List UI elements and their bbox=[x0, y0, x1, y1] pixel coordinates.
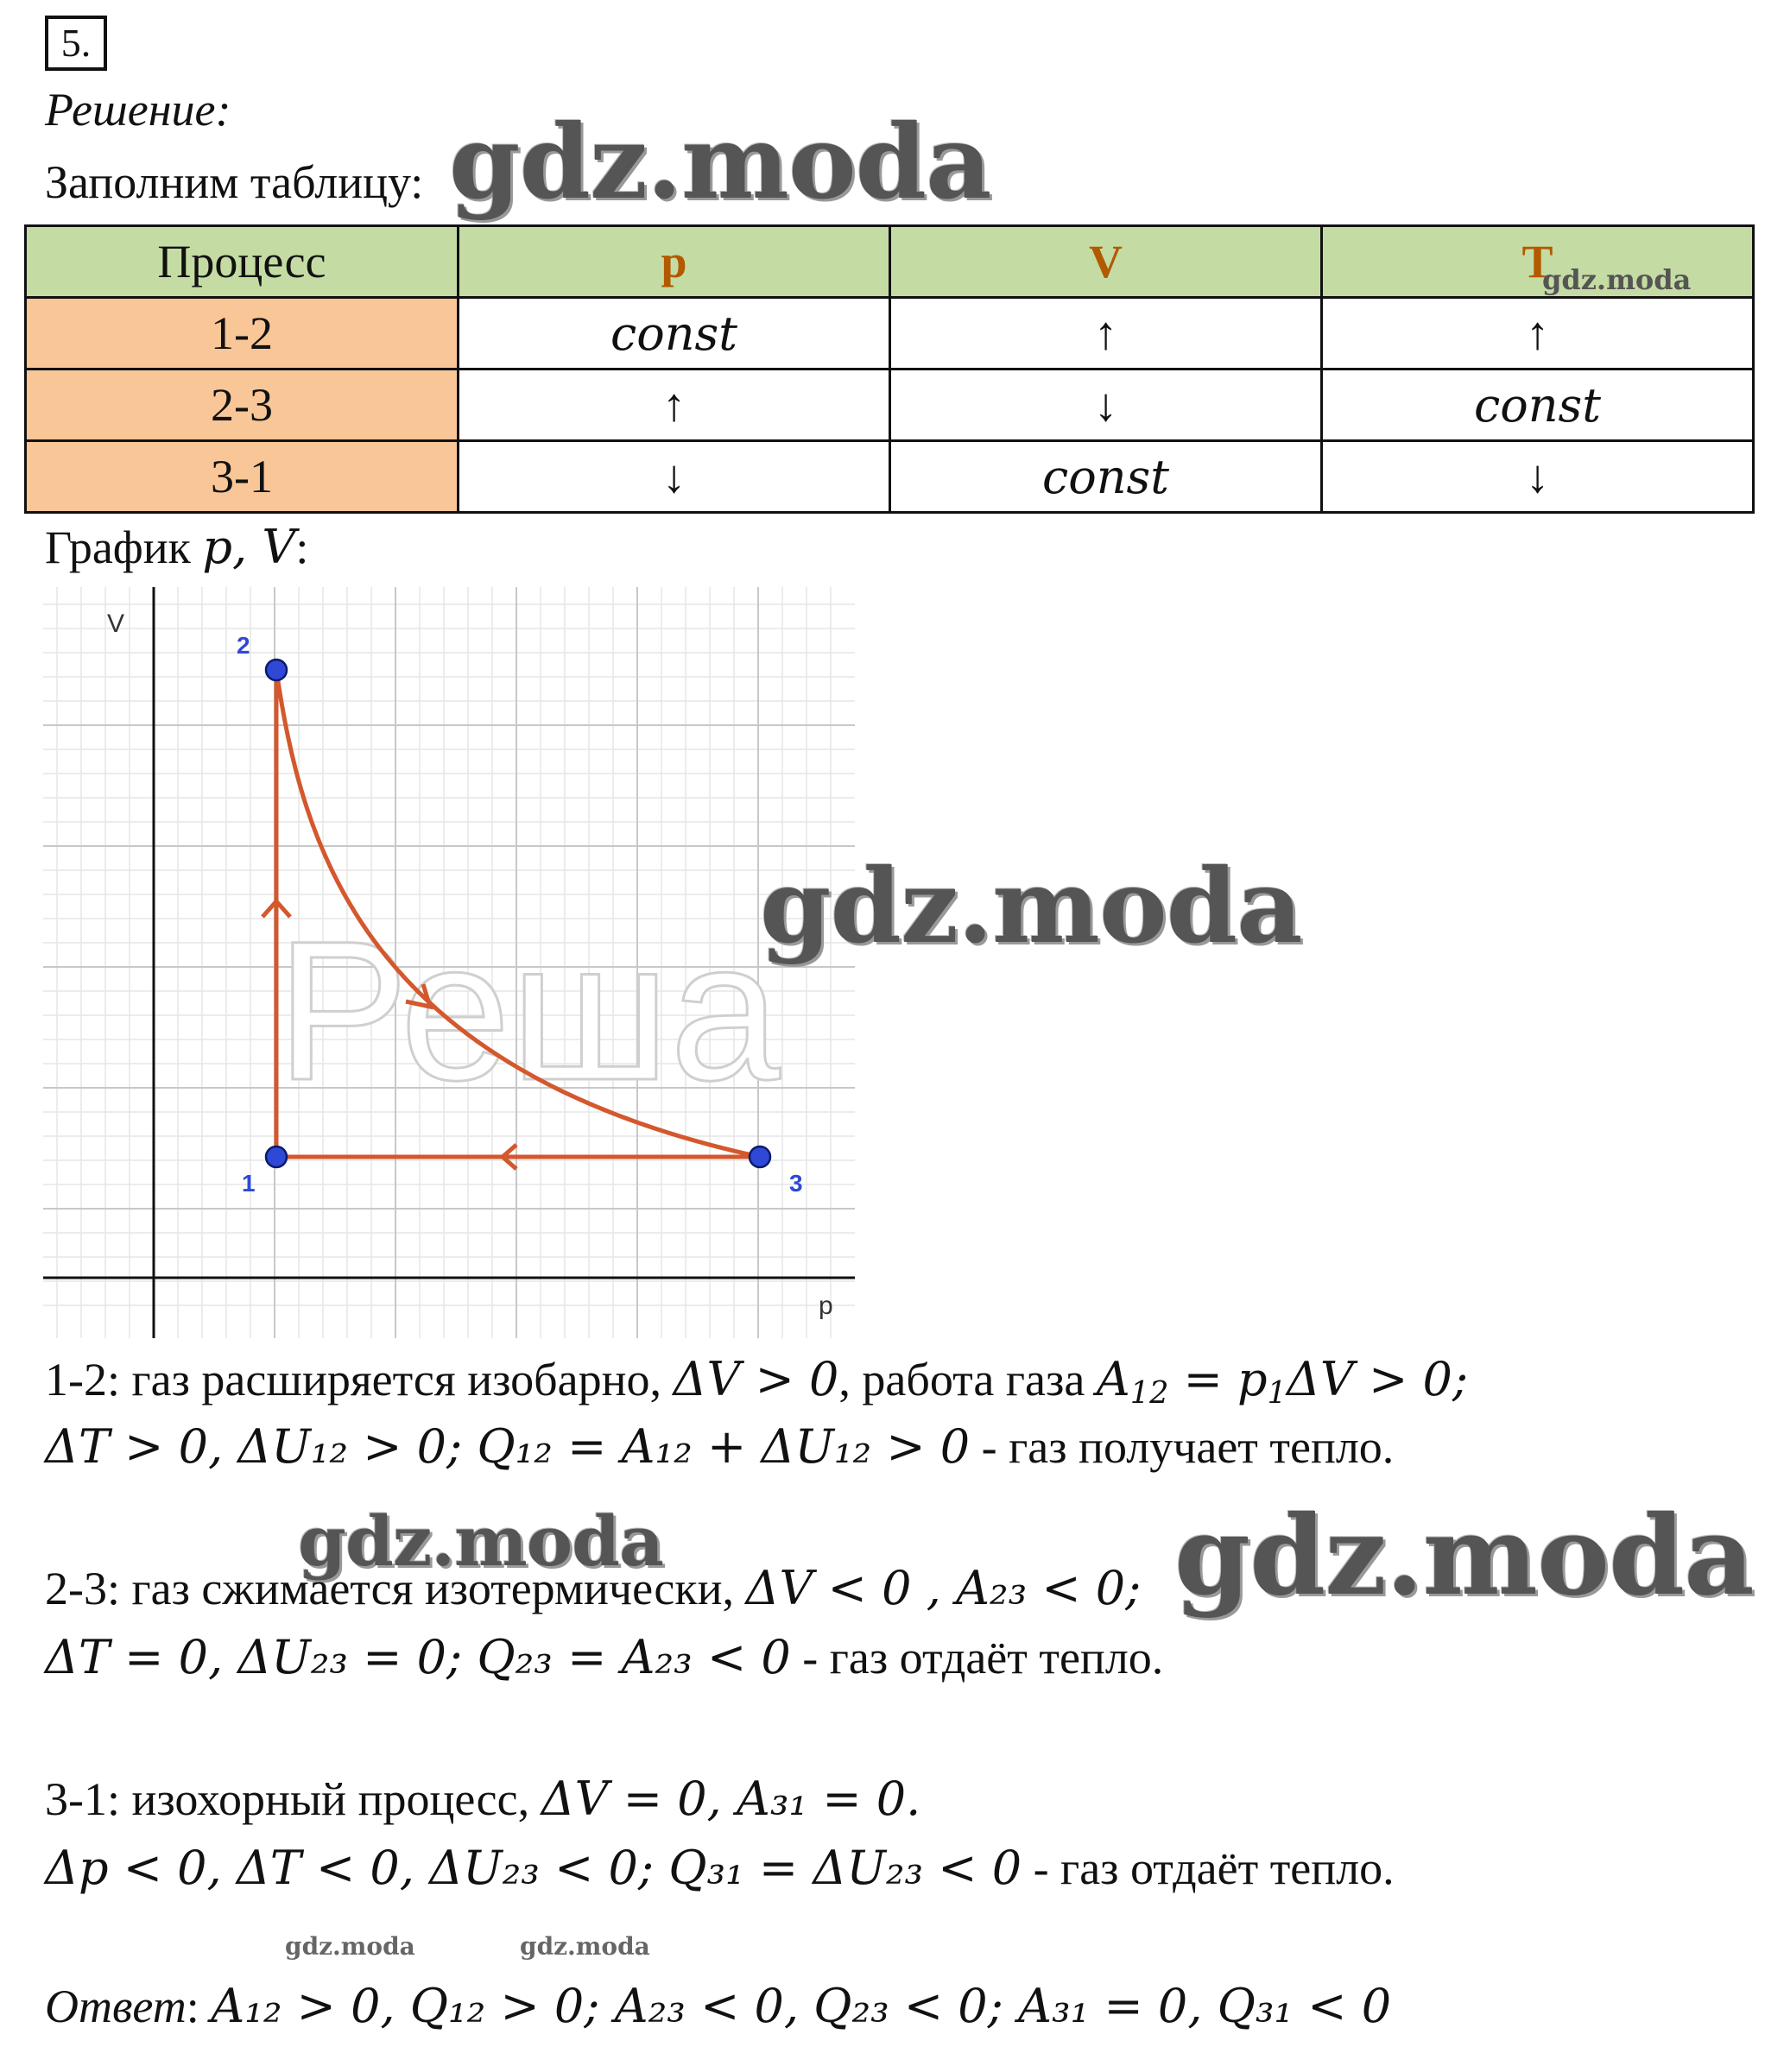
solution-label: Решение bbox=[45, 84, 216, 136]
pv-graph bbox=[43, 587, 855, 1338]
text-segment: - газ отдаёт тепло. bbox=[1022, 1842, 1395, 1894]
math-symbol: = p bbox=[1168, 1352, 1268, 1406]
process-3-1-line-2 bbox=[45, 1841, 1395, 1895]
graph-bg-watermark: Реша bbox=[276, 900, 781, 1121]
math-segment: ΔV = 0, A₃₁ = 0. bbox=[541, 1772, 921, 1826]
process-1-2-line-1 bbox=[45, 1352, 1468, 1411]
watermark-logo: gdz.moda bbox=[298, 1500, 663, 1582]
math-segment: ΔV > 0 bbox=[673, 1352, 839, 1406]
watermark-logo: gdz.moda bbox=[449, 102, 991, 222]
text-segment: 1-2: газ расширяется изобарно, bbox=[45, 1354, 674, 1406]
point-2 bbox=[266, 660, 287, 680]
cell-v: ↑ bbox=[890, 298, 1322, 370]
cell-v: const bbox=[890, 441, 1322, 513]
x-axis-label: p bbox=[819, 1292, 833, 1320]
process-1-2-line-2 bbox=[45, 1419, 1394, 1474]
header-process: Процесс bbox=[26, 226, 459, 298]
math-subscript: 1 bbox=[1267, 1374, 1287, 1411]
text-segment: 3-1: изохорный процесс, bbox=[45, 1773, 541, 1825]
header-v: V bbox=[890, 226, 1322, 298]
table-row bbox=[26, 370, 1754, 441]
table-row bbox=[26, 298, 1754, 370]
graph-caption-vars: p, V bbox=[202, 520, 296, 574]
cell-p: const bbox=[459, 298, 890, 370]
math-segment: ΔT > 0, ΔU₁₂ > 0; Q₁₂ = A₁₂ + ΔU₁₂ > 0 bbox=[45, 1419, 971, 1474]
text-segment: - газ отдаёт тепло. bbox=[790, 1632, 1164, 1684]
watermark-small: gdz.moda bbox=[520, 1932, 650, 1961]
cell-v: ↓ bbox=[890, 370, 1322, 441]
watermark-logo: gdz.moda bbox=[1174, 1492, 1754, 1620]
process-3-1-line-1 bbox=[45, 1772, 920, 1826]
row-process: 3-1 bbox=[26, 441, 459, 513]
math-segment: ΔT = 0, ΔU₂₃ = 0; Q₂₃ = A₂₃ < 0 bbox=[45, 1630, 791, 1684]
process-2-3-line-2 bbox=[45, 1630, 1163, 1684]
text-segment: - газ получает тепло. bbox=[970, 1421, 1395, 1473]
process-2-3-line-1 bbox=[45, 1561, 1141, 1615]
cell-t: const bbox=[1322, 370, 1754, 441]
cell-p: ↑ bbox=[459, 370, 890, 441]
math-segment: Δp < 0, ΔT < 0, ΔU₂₃ < 0; Q₃₁ = ΔU₂₃ < 0 bbox=[45, 1841, 1022, 1895]
process-table bbox=[24, 224, 1755, 514]
text-segment: 2-3: газ сжимается изотермически, bbox=[45, 1563, 746, 1614]
cell-p: ↓ bbox=[459, 441, 890, 513]
point-2-label: 2 bbox=[237, 632, 250, 659]
math-symbol: A bbox=[1096, 1352, 1130, 1406]
header-t bbox=[1322, 226, 1754, 298]
task-number: 5. bbox=[45, 16, 107, 71]
header-watermark: gdz.moda bbox=[1542, 263, 1692, 296]
table-row bbox=[26, 441, 1754, 513]
solution-heading: Решение: bbox=[45, 84, 231, 136]
point-3-label: 3 bbox=[789, 1170, 803, 1197]
graph-caption: График p, V: bbox=[45, 520, 309, 574]
answer-label: Ответ bbox=[45, 1980, 187, 2032]
math-segment: ΔV < 0 , A₂₃ < 0; bbox=[745, 1561, 1142, 1615]
watermark-logo: gdz.moda bbox=[760, 846, 1302, 966]
cell-t: ↑ bbox=[1322, 298, 1754, 370]
watermark-small: gdz.moda bbox=[285, 1932, 415, 1961]
point-1 bbox=[266, 1147, 287, 1167]
cell-t: ↓ bbox=[1322, 441, 1754, 513]
header-p: p bbox=[459, 226, 890, 298]
y-axis-label: V bbox=[107, 610, 125, 638]
answer-text: A₁₂ > 0, Q₁₂ > 0; A₂₃ < 0, Q₂₃ < 0; A₃₁ = 0, Q₃₁ < 0 bbox=[211, 1979, 1392, 2033]
fill-table-text: Заполним таблицу: bbox=[45, 156, 424, 208]
point-1-label: 1 bbox=[242, 1170, 256, 1197]
math-subscript: 12 bbox=[1129, 1374, 1169, 1411]
header-t-label: T bbox=[1521, 236, 1553, 287]
answer-line: Ответ: A₁₂ > 0, Q₁₂ > 0; A₂₃ < 0, Q₂₃ < 0; A₃₁ = 0, Q₃₁ < 0 bbox=[45, 1979, 1392, 2033]
math-segment bbox=[1096, 1352, 1469, 1411]
point-3 bbox=[750, 1147, 770, 1167]
table-header-row bbox=[26, 226, 1754, 298]
graph-caption-text: График bbox=[45, 521, 191, 573]
math-symbol: ΔV > 0; bbox=[1286, 1352, 1469, 1406]
text-segment: , работа газа bbox=[838, 1354, 1097, 1406]
row-process: 1-2 bbox=[26, 298, 459, 370]
row-process: 2-3 bbox=[26, 370, 459, 441]
